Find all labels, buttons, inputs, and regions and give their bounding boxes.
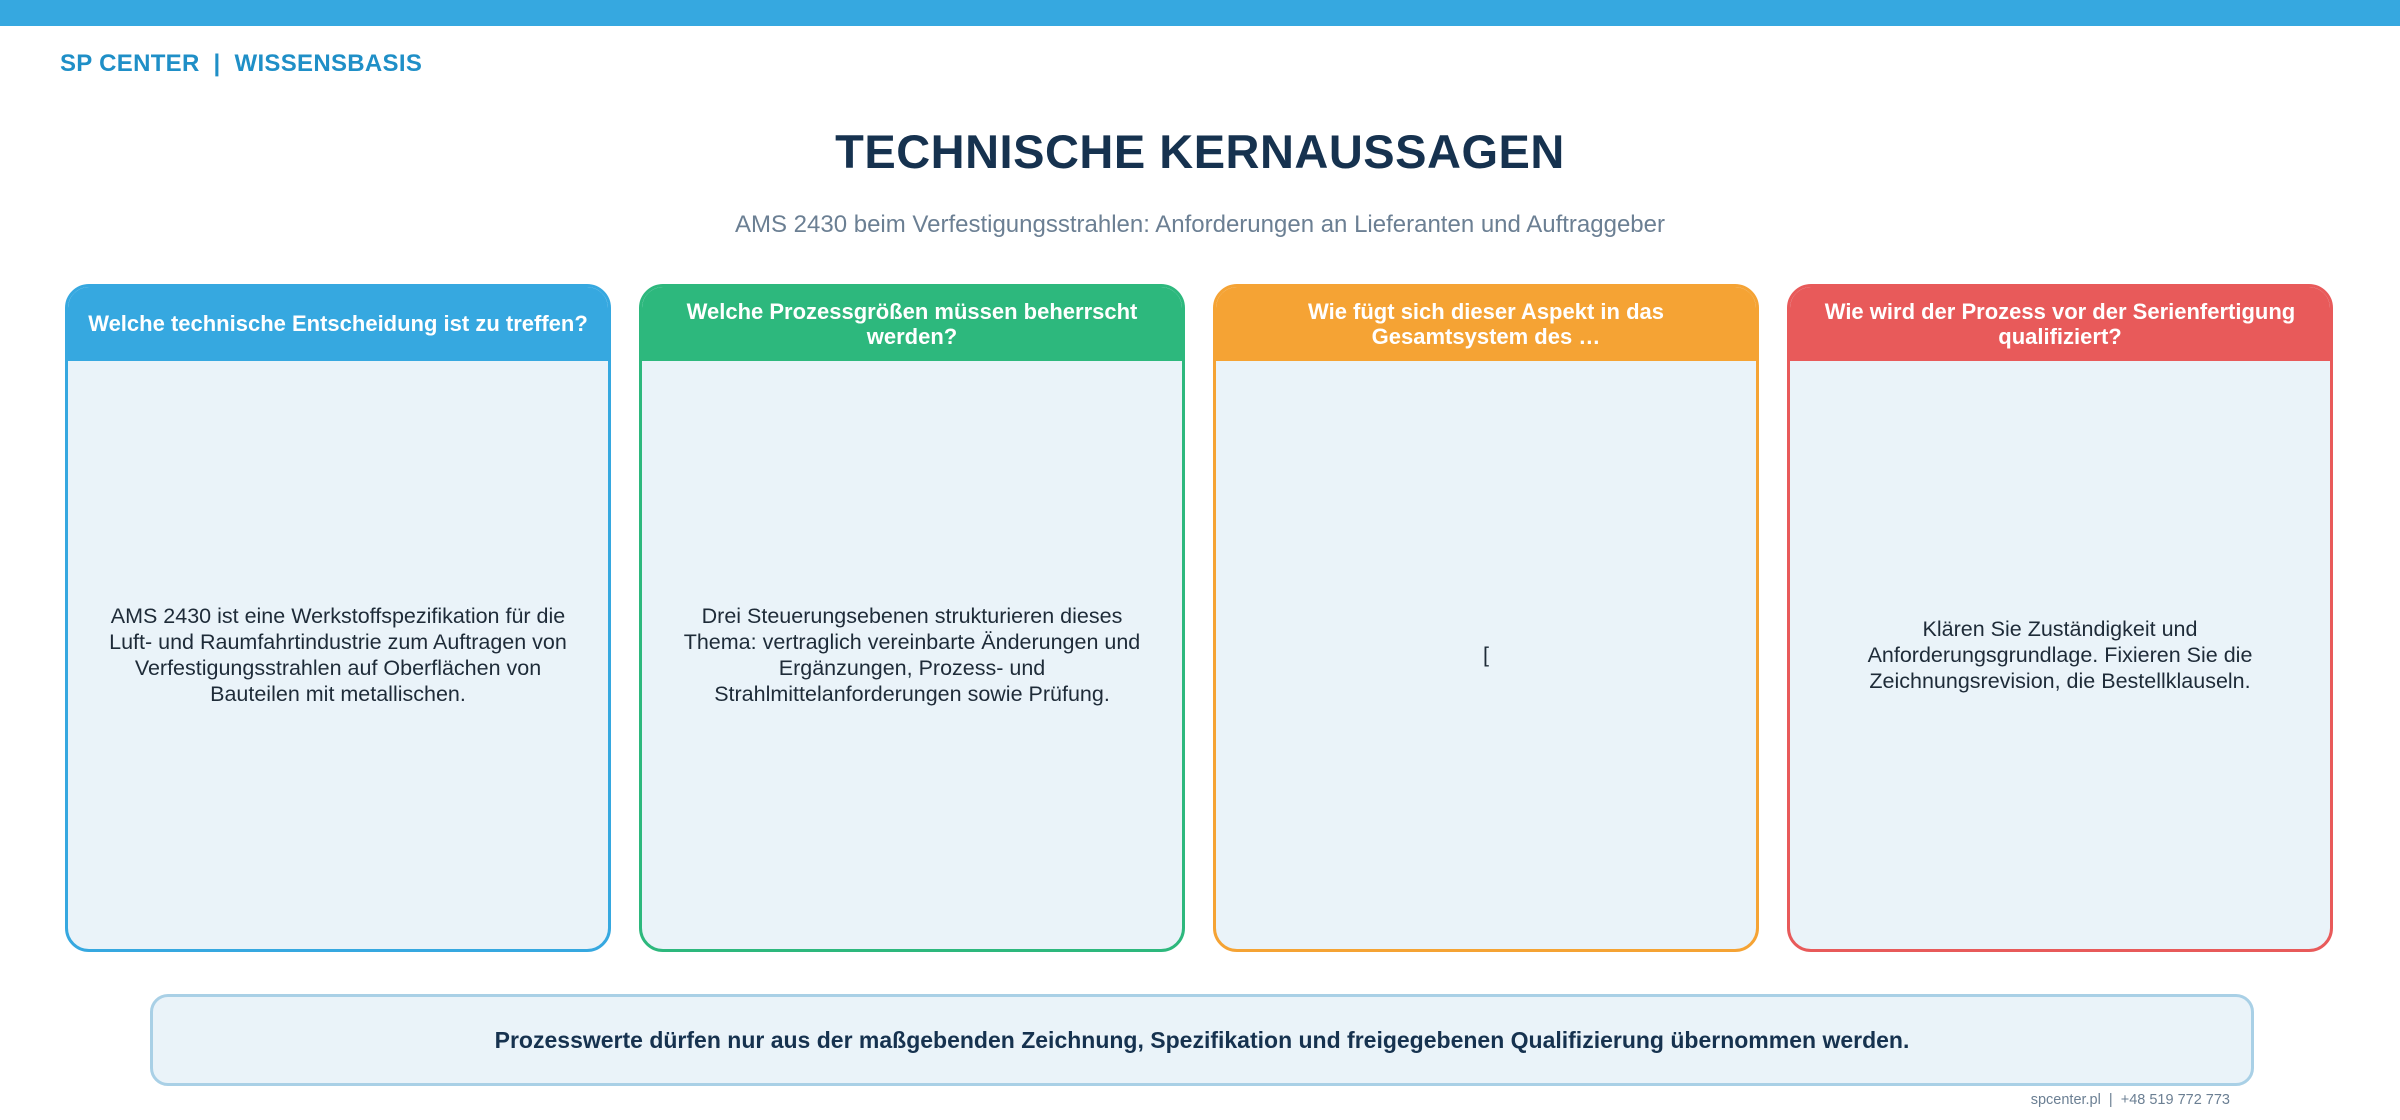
footer-contact: spcenter.pl | +48 519 772 773: [2030, 1092, 2230, 1108]
page-subtitle: AMS 2430 beim Verfestigungsstrahlen: Anforderungen an Lieferanten und Auftraggeber: [735, 211, 1665, 238]
card-title: Welche Prozessgrößen müssen beherrscht werden?: [642, 287, 1182, 361]
card-process-variables: [639, 284, 1185, 952]
card-technical-decision: [65, 284, 611, 952]
card-title: Welche technische Entscheidung ist zu treffen?: [68, 287, 608, 361]
top-accent-bar: [0, 0, 2400, 26]
card-body: [: [1483, 642, 1489, 667]
card-qualification: [1787, 284, 2333, 952]
page-title: TECHNISCHE KERNAUSSAGEN: [835, 125, 1565, 178]
card-title: Wie wird der Prozess vor der Serienfertigung qualifiziert?: [1790, 287, 2330, 361]
card-body: AMS 2430 ist eine Werkstoffspezifikation für die Luft- und Raumfahrtindustrie zum Auftragen von Verfestigungsstrahlen auf Oberflächen von Bauteilen mit metallischen.: [109, 603, 567, 707]
brand-header: SP CENTER | WISSENSBASIS: [60, 50, 423, 77]
card-title: Wie fügt sich dieser Aspekt in das Gesamtsystem des …: [1216, 287, 1756, 361]
card-body: Klären Sie Zuständigkeit und Anforderungsgrundlage. Fixieren Sie die Zeichnungsrevision, die Bestellklauseln.: [1867, 616, 2253, 694]
card-body: Drei Steuerungsebenen strukturieren dieses Thema: vertraglich vereinbarte Änderungen und Ergänzungen, Prozess- und Strahlmittelanforderungen sowie Prüfung.: [683, 603, 1141, 707]
card-overall-system: [1213, 284, 1759, 952]
key-statement-callout: Prozesswerte dürfen nur aus der maßgebenden Zeichnung, Spezifikation und freigegebenen Qualifizierung übernommen werden.: [150, 994, 2254, 1086]
